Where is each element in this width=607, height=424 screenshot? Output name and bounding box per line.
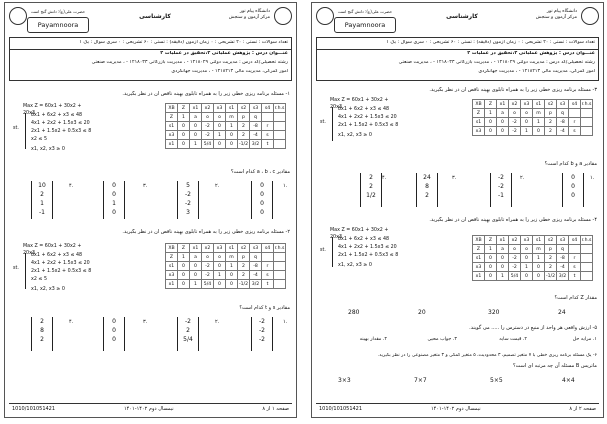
table-header-row: XB Z x1 x2 x3 s1 s2 s3 s4 r.h.s bbox=[473, 100, 593, 109]
answer-options-q5 bbox=[318, 337, 597, 347]
lp-st: st. bbox=[13, 126, 19, 131]
question-6-text: ۶- یک مسئله برنامه ریزی خطی با ۷ متغیر تصمیم، ۳ محدودیت، ۵ متغیر کمکی و ۳ متغیر مصنوعی را در نظر بگیرید. bbox=[377, 353, 597, 358]
degree-level: کارشناسی bbox=[446, 13, 478, 20]
answer-vector[interactable]: 0 0 0 bbox=[562, 173, 584, 207]
lp-constraint: 8x1 + 6x2 + x3 ≤ 48 bbox=[338, 107, 390, 112]
lp-st: st. bbox=[320, 120, 326, 125]
lp-nonneg: x1, x2, x3 ≥ 0 bbox=[338, 263, 372, 268]
page-footer bbox=[9, 403, 292, 414]
lp-constraint: 2x1 + 1.5x2 + 0.5x3 ≤ 8 bbox=[31, 129, 92, 134]
lp-constraint: 4x1 + 2x2 + 1.5x3 ≤ 20 bbox=[338, 245, 397, 250]
question-4-title: ۴- مسئله برنامه ریزی خطی زیر را به همراه تابلوی بهینه ناقص آن در نظر بگیرید. bbox=[429, 217, 597, 223]
page-number: صفحه ۱ از ۸ bbox=[262, 406, 289, 412]
answer-option[interactable]: 320 bbox=[488, 309, 500, 316]
table-row: x3 0 0 -2 1 0 2 -4 s bbox=[473, 127, 593, 136]
table-row: s1 0 0 -2 0 1 2 -8 r bbox=[166, 262, 286, 271]
table-header-row: XB Z x1 x2 x3 s1 s2 s3 s4 r.h.s bbox=[166, 104, 286, 113]
table-row: s1 0 0 -2 0 1 2 -8 r bbox=[473, 118, 593, 127]
answer-vector[interactable]: 0 0 0 0 bbox=[251, 181, 273, 219]
lp-model-2 bbox=[13, 243, 93, 303]
lp-model-4 bbox=[320, 227, 400, 277]
course-codes-2: امور گمرکی، مدیریت مالی ۱۲۱۸۲۱۳ - ، مدیریت جهانگردی bbox=[478, 69, 595, 74]
table-row: s1 0 0 -2 0 1 2 -8 r bbox=[473, 254, 593, 263]
university-logo-icon bbox=[581, 7, 599, 25]
answer-option[interactable]: 24 bbox=[558, 309, 566, 316]
answer-option[interactable]: 280 bbox=[348, 309, 360, 316]
lp-model bbox=[13, 103, 93, 163]
answer-vector[interactable]: 10 2 1 -1 bbox=[31, 181, 53, 219]
table-row: Z 1 a o o m p q bbox=[166, 253, 286, 262]
question-1-ask: مقادیر a ، b ، c کدام است؟ bbox=[230, 169, 290, 175]
lp-objective: Max Z = 60x1 + 30x2 + 20x3 bbox=[330, 98, 389, 110]
lp-constraint: x2 ≤ 5 bbox=[31, 137, 48, 142]
answer-vector[interactable]: 2 8 2 bbox=[31, 317, 53, 351]
exam-info-box bbox=[316, 37, 599, 81]
lp-objective: Max Z = 60x1 + 30x2 + 20x3 bbox=[23, 104, 82, 116]
question-1-title: ۱- مسئله برنامه ریزی خطی زیر را به همراه تابلوی بهینه ناقص آن در نظر بگیرید. bbox=[122, 91, 290, 97]
question-6-ask: ماتریس B مسئله آن چه مرتبه ای است؟ bbox=[513, 363, 597, 369]
simplex-table-3 bbox=[472, 99, 593, 136]
answer-vector[interactable]: -2 -2 -2 bbox=[251, 317, 273, 351]
lp-constraint: 2x1 + 1.5x2 + 0.5x3 ≤ 8 bbox=[338, 253, 399, 258]
question-3-title: ۳- مسئله برنامه ریزی خطی زیر را به همراه تابلوی بهینه ناقص آن در نظر بگیرید. bbox=[429, 87, 597, 93]
answer-option[interactable]: ۱. مرایه حل bbox=[572, 337, 597, 342]
question-3-ask: مقادیر a و b کدام است؟ bbox=[544, 161, 597, 167]
site-logo-icon bbox=[316, 7, 334, 25]
degree-level: کارشناسی bbox=[139, 13, 171, 20]
exam-code: 1010/101051421 bbox=[319, 406, 363, 412]
university-name: دانشگاه پیام نور bbox=[239, 9, 270, 14]
answer-option[interactable]: 20 bbox=[418, 309, 426, 316]
table-row: x3 0 0 -2 1 0 2 -4 s bbox=[473, 263, 593, 272]
answer-vector[interactable]: -2 2 5/4 bbox=[177, 317, 199, 351]
lp-constraint: 4x1 + 2x2 + 1.5x3 ≤ 20 bbox=[338, 115, 397, 120]
table-row: x1 0 1 5/4 0 0 -1/2 3/2 t bbox=[166, 140, 286, 149]
answer-vector[interactable]: -2 -2 -1 bbox=[490, 173, 512, 207]
lp-nonneg: x1, x2, x3 ≥ 0 bbox=[31, 147, 65, 152]
slogan: حضرت علی(ع): دانش گنج است bbox=[31, 9, 86, 14]
table-row: x1 0 1 5/4 0 0 -1/2 3/2 t bbox=[473, 272, 593, 281]
lp-st: st. bbox=[13, 266, 19, 271]
lp-nonneg: x1, x2, x3 ≥ 0 bbox=[31, 287, 65, 292]
table-row: Z 1 a o o m p q bbox=[166, 113, 286, 122]
info-counts: تعداد سوالات : تستی : ۲۰ تشریحی : ۰ زمان آزمون (دقیقه) : تستی : ۶۰ تشریحی : ۰ سری سوال : یک ۱ bbox=[386, 40, 595, 45]
lp-constraint: 4x1 + 2x2 + 1.5x3 ≤ 20 bbox=[31, 121, 90, 126]
lp-constraint: 2x1 + 1.5x2 + 0.5x3 ≤ 8 bbox=[338, 123, 399, 128]
table-row: s1 0 0 -2 0 1 2 -8 r bbox=[166, 122, 286, 131]
answer-options-q6 bbox=[318, 377, 597, 387]
table-row: Z 1 a o o m p q bbox=[473, 109, 593, 118]
answer-vector[interactable]: 2 2 1/2 bbox=[360, 173, 382, 207]
table-row: x3 0 0 -2 1 0 2 -4 s bbox=[166, 131, 286, 140]
lp-objective: Max Z = 60x1 + 30x2 + 20x3 bbox=[330, 228, 389, 240]
answer-vector[interactable]: 0 0 1 0 bbox=[103, 181, 125, 219]
site-badge: Payamnoora bbox=[27, 17, 89, 33]
answer-vector[interactable]: 5 -2 -2 3 bbox=[177, 181, 199, 219]
page-number: صفحه ۲ از ۸ bbox=[569, 406, 596, 412]
answer-option[interactable]: ۲. قیمت سایه bbox=[499, 337, 527, 342]
semester: نیمسال دوم ۱۴۰۲-۱۴۰۱ bbox=[431, 406, 481, 412]
answer-options-q4 bbox=[318, 309, 597, 319]
university-sub: مرکز آزمون و سنجش bbox=[228, 15, 270, 20]
lp-st: st. bbox=[320, 248, 326, 253]
answer-vector[interactable]: 0 0 0 bbox=[103, 317, 125, 351]
site-logo-icon bbox=[9, 7, 27, 25]
answer-option[interactable]: 4×4 bbox=[562, 377, 575, 384]
simplex-table-4 bbox=[472, 235, 593, 281]
simplex-table-2 bbox=[165, 243, 286, 289]
answer-option[interactable]: 5×5 bbox=[490, 377, 503, 384]
info-counts: تعداد سوالات : تستی : ۲۰ تشریحی : ۰ زمان آزمون (دقیقه) : تستی : ۶۰ تشریحی : ۰ سری سوال : یک ۱ bbox=[79, 40, 288, 45]
lp-constraint: 8x1 + 6x2 + x3 ≤ 48 bbox=[338, 237, 390, 242]
question-4-ask: مقدار Z کدام است؟ bbox=[554, 295, 597, 301]
question-2-ask: مقادیر s و t کدام است؟ bbox=[239, 305, 290, 311]
page-footer bbox=[316, 403, 599, 414]
lp-constraint: 2x1 + 1.5x2 + 0.5x3 ≤ 8 bbox=[31, 269, 92, 274]
exam-page-2 bbox=[311, 2, 604, 418]
answer-options-q2: ۴. 2 8 2 ۳. 0 0 0 ۲. -2 2 5/4 ۱. -2 -2 -2 bbox=[11, 317, 290, 357]
table-row: x3 0 0 -2 1 0 2 -4 s bbox=[166, 271, 286, 280]
table-row: x1 0 1 5/4 0 0 -1/2 3/2 t bbox=[166, 280, 286, 289]
answer-options-q3: ۴. 2 2 1/2 ۳. 24 8 2 ۲. -2 -2 -1 ۱. 0 0 0 bbox=[318, 173, 597, 213]
answer-option[interactable]: 7×7 bbox=[414, 377, 427, 384]
course-codes: رشته تحصیلی/کد درس : مدیریت دولتی ۱۲۱۸۰۲۹ - ، مدیریت بازرگانی ۱۲۱۸۰۳۳ - ، مدیریت صنعتی bbox=[91, 60, 288, 65]
course-codes-2: امور گمرکی، مدیریت مالی ۱۲۱۸۲۱۳ - ، مدیریت جهانگردی bbox=[171, 69, 288, 74]
university-sub: مرکز آزمون و سنجش bbox=[535, 15, 577, 20]
answer-option[interactable]: ۳. جواب محیی bbox=[427, 337, 457, 342]
university-name: دانشگاه پیام نور bbox=[546, 9, 577, 14]
table-header-row: XB Z x1 x2 x3 s1 s2 s3 s4 r.h.s bbox=[166, 244, 286, 253]
answer-vector[interactable]: 24 8 2 bbox=[416, 173, 438, 207]
lp-constraint: x2 ≤ 5 bbox=[31, 277, 48, 282]
lp-model-3 bbox=[320, 97, 400, 153]
exam-page-1 bbox=[4, 2, 297, 418]
lp-constraint: 8x1 + 6x2 + x3 ≤ 48 bbox=[31, 253, 83, 258]
site-badge: Payamnoora bbox=[334, 17, 396, 33]
answer-option[interactable]: 3×3 bbox=[338, 377, 351, 384]
question-2-title: ۲- مسئله برنامه ریزی خطی زیر را به همراه تابلوی بهینه ناقص آن در نظر بگیرید. bbox=[122, 229, 290, 235]
table-header-row: XB Z x1 x2 x3 s1 s2 s3 s4 r.h.s bbox=[473, 236, 593, 245]
question-5-text: ۵- ارزش واقعی هر واحد از منبع در دسترس را ..... می گویند. bbox=[469, 325, 597, 331]
exam-info-box bbox=[9, 37, 292, 81]
table-row: Z 1 a o o m p q bbox=[473, 245, 593, 254]
lp-constraint: 4x1 + 2x2 + 1.5x3 ≤ 20 bbox=[31, 261, 90, 266]
slogan: حضرت علی(ع): دانش گنج است bbox=[338, 9, 393, 14]
answer-options-q1: ۴. 10 2 1 -1 ۳. 0 0 1 0 ۲. 5 -2 -2 3 ۱. 0 0 0 0 bbox=[11, 181, 290, 221]
course-title: عنـــوان درس : پژوهش عملیاتی ۲،تحقیق در عملیات ۲ bbox=[160, 51, 288, 56]
exam-code: 1010/101051421 bbox=[12, 406, 56, 412]
course-title: عنـــوان درس : پژوهش عملیاتی ۲،تحقیق در عملیات ۲ bbox=[467, 51, 595, 56]
simplex-table bbox=[165, 103, 286, 149]
lp-nonneg: x1, x2, x3 ≥ 0 bbox=[338, 133, 372, 138]
answer-option[interactable]: ۴. مقدار بهینه bbox=[359, 337, 387, 342]
university-logo-icon bbox=[274, 7, 292, 25]
lp-objective: Max Z = 60x1 + 30x2 + 20x3 bbox=[23, 244, 82, 256]
course-codes: رشته تحصیلی/کد درس : مدیریت دولتی ۱۲۱۸۰۲۹ - ، مدیریت بازرگانی ۱۲۱۸۰۳۳ - ، مدیریت صنعتی bbox=[398, 60, 595, 65]
semester: نیمسال دوم ۱۴۰۲-۱۴۰۱ bbox=[124, 406, 174, 412]
lp-constraint: 8x1 + 6x2 + x3 ≤ 48 bbox=[31, 113, 83, 118]
